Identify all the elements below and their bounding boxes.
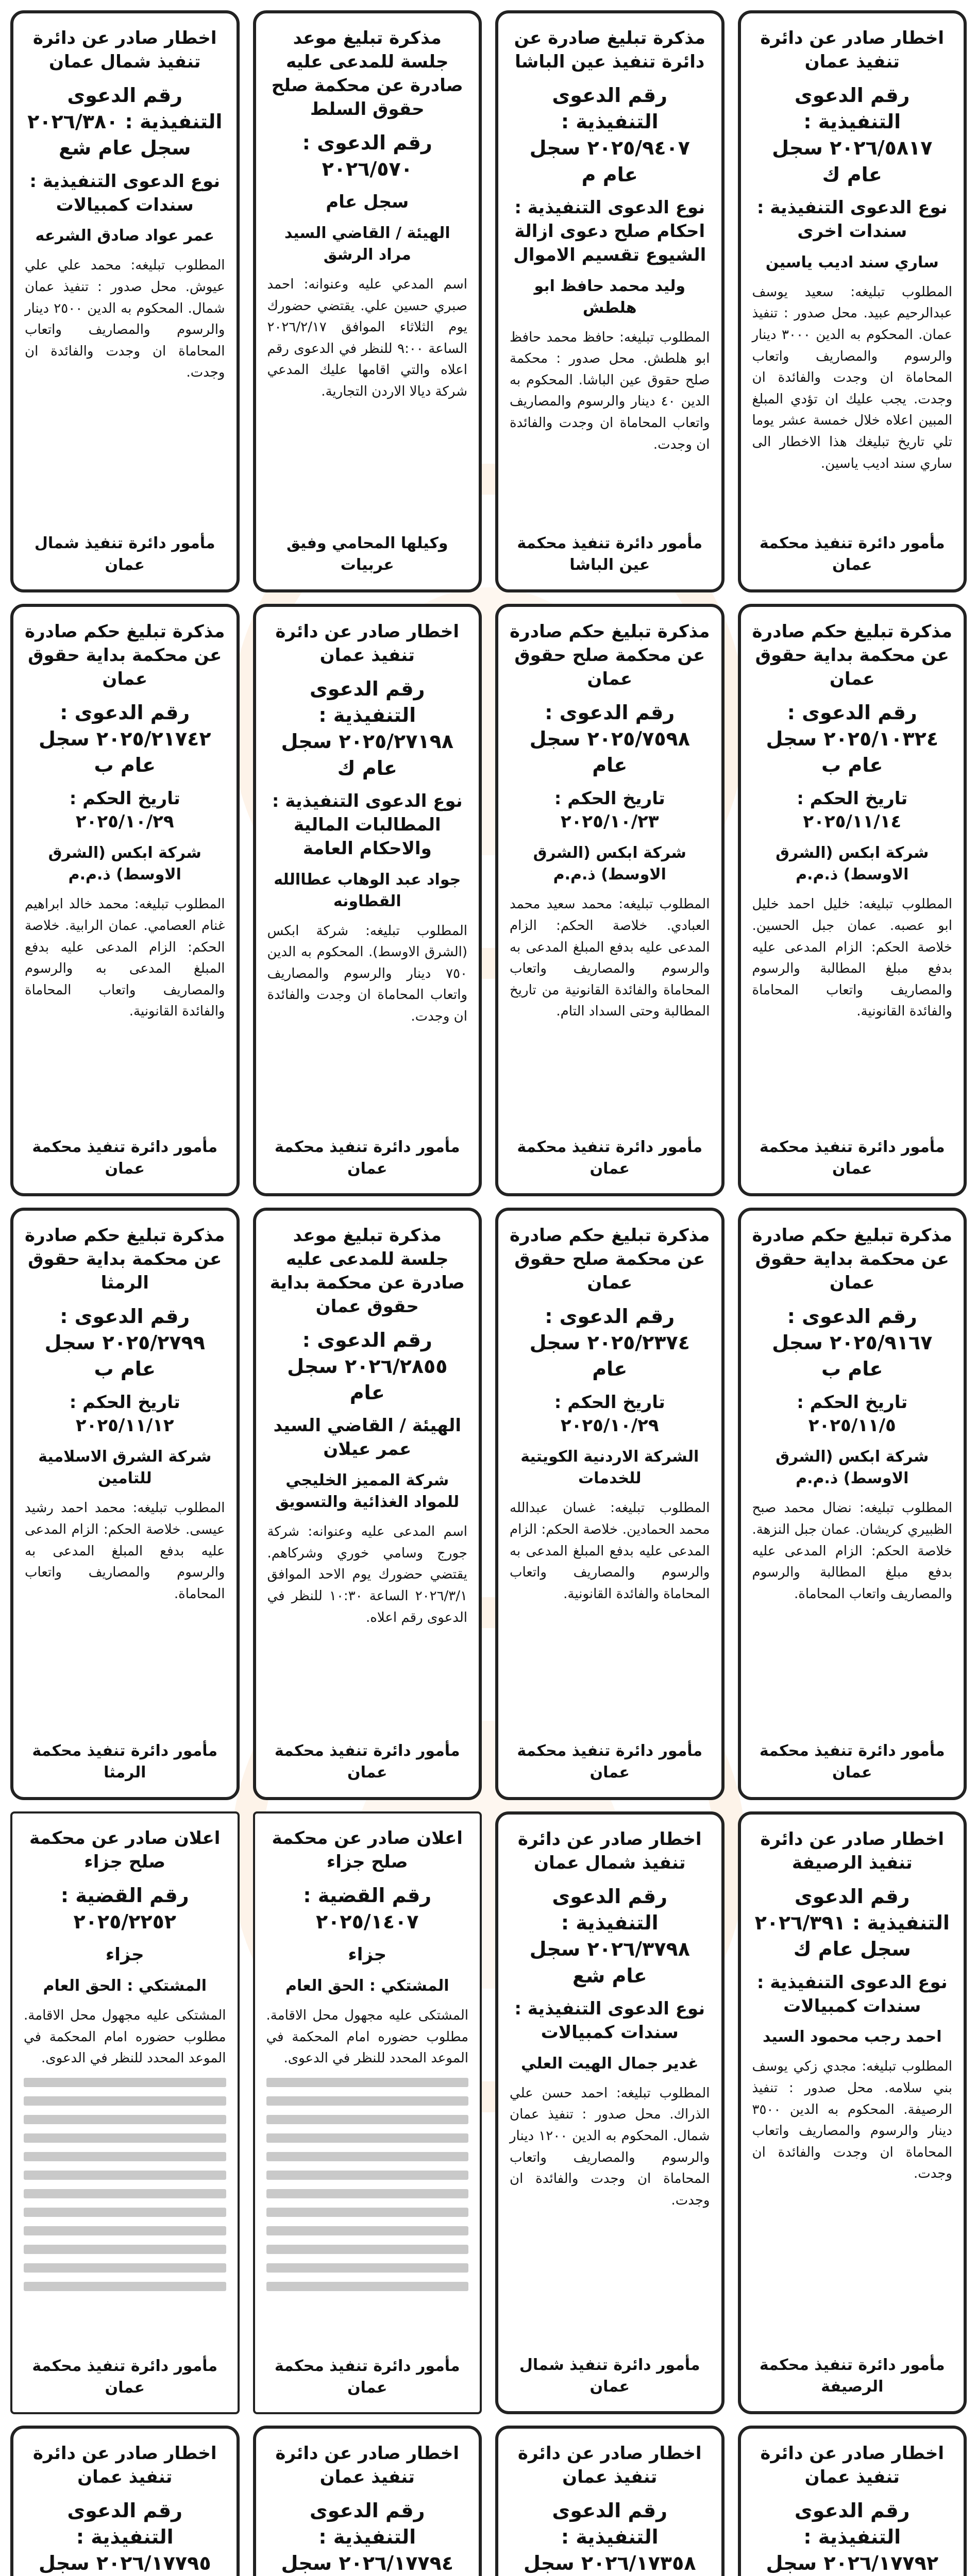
notice-body: المطلوب تبليغه: مجدي زكي يوسف بني سلامه. محل صدور : تنفيذ الرصيفة. المحكوم به الدين ٣٥٠٠ دينار والرسوم والمصاريف واتعاب المحاماة ان وجدت والفائدة ان وجدت.	[752, 2059, 952, 2182]
notice-card	[253, 1208, 482, 1800]
case-number: رقم الدعوى التنفيذية : ٢٠٢٦/٣٧٩٨ سجل عام شع	[529, 1885, 690, 1987]
case-type: نوع الدعوى التنفيذية : سندات كمبيالات	[514, 1998, 705, 2043]
notice-body: المطلوب تبليغه: محمد احمد رشيد عيسى. خلاصة الحكم: الزام المدعى عليه بدفع المبلغ المدعى به والرسوم والمصاريف واتعاب المحاماة.	[25, 1500, 225, 1602]
notice-footer: مأمور دائرة تنفيذ محكمة عمان	[32, 1138, 218, 1178]
notice-card	[253, 2426, 482, 2576]
notice-card	[495, 1811, 725, 2414]
notice-footer: مأمور دائرة تنفيذ محكمة عمان	[759, 534, 945, 574]
notice-footer: مأمور دائرة تنفيذ محكمة الرمثا	[32, 1742, 218, 1782]
notice-footer: مأمور دائرة تنفيذ محكمة عمان	[274, 1138, 460, 1178]
notice-body: المطلوب تبليغه: محمد علي علي عيوش. محل صدور : تنفيذ عمان شمال. المحكوم به الدين ٢٥٠٠ دينار والرسوم والمصاريف واتعاب المحاماة ان وجدت والفائدة ان وجدت.	[25, 258, 225, 381]
notice-footer: مأمور دائرة تنفيذ محكمة عمان	[759, 1138, 945, 1178]
judgment-date: تاريخ الحكم : ٢٠٢٥/١١/٥	[797, 1392, 908, 1436]
judgment-date: تاريخ الحكم : ٢٠٢٥/١٠/٢٩	[69, 788, 180, 833]
party-name: شركة ابكس (الشرق الاوسط) ذ.م.م	[48, 844, 201, 884]
case-number: رقم الدعوى التنفيذية : ٢٠٢٥/٩٤٠٧ سجل عام م	[529, 83, 690, 186]
notice-body: المطلوب تبليغه: غسان عبدالله محمد الحمادين. خلاصة الحكم: الزام المدعى عليه بدفع المبلغ المدعى به والرسوم والمصاريف واتعاب المحاماة والفائدة القانونية.	[510, 1500, 710, 1602]
party-name: الشركة الاردنية الكويتية للخدمات	[520, 1448, 699, 1488]
party-name: شركة ابكس (الشرق الاوسط) ذ.م.م	[533, 844, 686, 884]
notice-body: المطلوب تبليغه: حافظ محمد حافظ ابو هلطش. محل صدور : محكمة صلح حقوق عين الباشا. المحكوم به الدين ٤٠ دينار والرسوم والمصاريف واتعاب المحاماة ان وجدت والفائدة ان وجدت.	[510, 329, 710, 452]
notice-body: اسم المدعي عليه وعنوانه: احمد صبري حسين علي. يقتضي حضورك يوم الثلاثاء الموافق ٢٠٢٦/٢/١٧ الساعة ٩:٠٠ للنظر في الدعوى رقم اعلاه والتي اقامها عليك المدعي شركة ديالا الاردن التجارية.	[267, 277, 467, 400]
notice-card	[738, 2426, 967, 2576]
judgment-date: تاريخ الحكم : ٢٠٢٥/١١/١٤	[797, 788, 908, 833]
notice-header: مذكرة تبليغ صادرة عن دائرة تنفيذ عين الباشا	[514, 28, 705, 72]
case-type: نوع الدعوى التنفيذية : سندات اخرى	[756, 197, 948, 242]
notice-footer: مأمور دائرة تنفيذ شمال عمان	[519, 2356, 700, 2396]
notice-body: المطلوب تبليغه: احمد حسن علي الذراك. محل صدور : تنفيذ عمان شمال. المحكوم به الدين ١٢٠٠ دينار والرسوم والمصاريف واتعاب المحاماة ان وجدت والفائدة ان وجدت.	[510, 2085, 710, 2208]
notice-header: مذكرة تبليغ حكم صادرة عن محكمة بداية حقوق عمان	[752, 621, 952, 689]
notice-body: المطلوب تبليغه: محمد خالد ابراهيم غنام العصامي. عمان الرابية. خلاصة الحكم: الزام المدعى عليه بدفع المبلغ المدعى به والرسوم والمصاريف واتعاب المحاماة والفائدة القانونية.	[25, 896, 225, 1020]
party-name: احمد رجب محمود السيد	[763, 2028, 942, 2046]
notice-body: اسم المدعى عليه وعنوانه: شركة جورج وسامي خوري وشركاهم. يقتضي حضورك يوم الاحد الموافق ٢٠٢٦/٣/١ الساعة ١٠:٣٠ للنظر في الدعوى رقم اعلاه.	[267, 1524, 467, 1625]
party-name: المشتكي : الحق العام	[43, 1977, 207, 1995]
notice-header: مذكرة تبليغ موعد جلسة للمدعى عليه صادرة عن محكمة صلح حقوق السلط	[271, 28, 463, 120]
party-name: شركة ابكس (الشرق الاوسط) ذ.م.م	[776, 844, 929, 884]
case-number: رقم الدعوى : ٢٠٢٥/٩١٦٧ سجل عام ب	[772, 1304, 933, 1381]
notice-body: المطلوب تبليغه: محمد سعيد محمد العبادي. خلاصة الحكم: الزام المدعى عليه بدفع المبلغ المدعى به والرسوم والمصاريف واتعاب المحاماة والفائدة القانونية من تاريخ المطالبة وحتى السداد التام.	[510, 896, 710, 1020]
judgment-date: تاريخ الحكم : ٢٠٢٥/١١/١٢	[69, 1392, 180, 1436]
party-name: وليد محمد حافظ ابو هلطش	[534, 277, 685, 317]
case-number: رقم الدعوى : ٢٠٢٥/٧٥٩٨ سجل عام	[529, 701, 690, 777]
notice-header: اخطار صادر عن دائرة تنفيذ عمان	[275, 2443, 460, 2487]
notice-header: مذكرة تبليغ حكم صادرة عن محكمة بداية حقوق الرمثا	[25, 1225, 225, 1293]
notice-card	[738, 1811, 967, 2414]
notice-header: مذكرة تبليغ حكم صادرة عن محكمة صلح حقوق عمان	[510, 621, 710, 689]
case-type: نوع الدعوى التنفيذية : سندات كمبيالات	[29, 171, 221, 215]
notice-footer: مأمور دائرة تنفيذ محكمة عمان	[759, 1742, 945, 1782]
notice-header: مذكرة تبليغ موعد جلسة للمدعى عليه صادرة عن محكمة بداية حقوق عمان	[269, 1225, 465, 1317]
party-name: المشتكي : الحق العام	[285, 1977, 449, 1995]
case-number: رقم الدعوى : ٢٠٢٥/٢٧٩٩ سجل عام ب	[44, 1304, 205, 1381]
notices-grid	[10, 10, 967, 2576]
notice-header: اخطار صادر عن دائرة تنفيذ عمان	[275, 621, 460, 666]
notice-body: المطلوب تبليغه: شركة ابكس (الشرق الاوسط). المحكوم به الدين ٧٥٠ دينار والرسوم والمصاريف واتعاب المحاماة ان وجدت والفائدة ان وجدت.	[267, 923, 467, 1025]
notice-body: المطلوب تبليغه: نضال محمد صبح الظبيري كريشان. عمان جبل النزهة. خلاصة الحكم: الزام المدعى عليه بدفع مبلغ المطالبة والرسوم والمصاريف واتعاب المحاماة.	[752, 1500, 952, 1602]
notice-header: مذكرة تبليغ حكم صادرة عن محكمة بداية حقوق عمان	[25, 621, 225, 689]
notice-body: المشتكى عليه مجهول محل الاقامة. مطلوب حضوره امام المحكمة في الموعد المحدد للنظر في الدعوى.	[266, 2008, 468, 2066]
notice-header: اخطار صادر عن دائرة تنفيذ عمان	[32, 2443, 217, 2487]
notice-header: مذكرة تبليغ حكم صادرة عن محكمة بداية حقوق عمان	[752, 1225, 952, 1293]
party-name: الهيئة / القاضي السيد مراد الرشق	[284, 224, 450, 264]
notice-card	[253, 604, 482, 1196]
case-type: نوع الدعوى التنفيذية : سندات كمبيالات	[756, 1972, 948, 2016]
party-name: شركة المميز الخليجي للمواد الغذائية والتسويق	[275, 1471, 460, 1512]
case-number: رقم الدعوى التنفيذية : ٢٠٢٦/٣٩١ سجل عام ك	[754, 1885, 950, 1961]
notice-footer: مأمور دائرة تنفيذ شمال عمان	[34, 534, 215, 574]
case-type: جزاء	[105, 1944, 144, 1965]
notice-card	[10, 10, 240, 592]
party-name: شركة الشرق الاسلامية للتامين	[38, 1448, 212, 1488]
notice-header: اخطار صادر عن دائرة تنفيذ شمال عمان	[32, 28, 217, 72]
notice-body: المطلوب تبليغه: خليل احمد خليل ابو عصبه. عمان جبل الحسين. خلاصة الحكم: الزام المدعى عليه بدفع مبلغ المطالبة والرسوم والمصاريف واتعاب المحاماة والفائدة القانونية.	[752, 896, 952, 1020]
case-number: رقم الدعوى : ٢٠٢٥/٢١٧٤٢ سجل عام ب	[38, 701, 211, 777]
case-type: جزاء	[348, 1944, 387, 1965]
fine-print	[266, 2078, 469, 2291]
notice-card	[10, 604, 240, 1196]
case-number: رقم الدعوى التنفيذية : ٢٠٢٦/١٧٧٩٢ سجل	[766, 2499, 939, 2575]
notice-footer: مأمور دائرة تنفيذ محكمة الرصيفة	[759, 2356, 945, 2396]
notice-body: المطلوب تبليغه: سعيد يوسف عبدالرحيم عبيد. محل صدور : تنفيذ عمان. المحكوم به الدين ٣٠٠٠ دينار والرسوم والمصاريف واتعاب المحاماة ان وجدت والفائدة ان وجدت. يجب عليك ان تؤدي المبلغ المبين اعلاه خلال خمسة عشر يوما تلي تاريخ تبليغك هذا الاخطار الى ساري سند اديب ياسين.	[752, 284, 953, 471]
notice-footer: مأمور دائرة تنفيذ محكمة عمان	[517, 1742, 703, 1782]
notice-card	[495, 2426, 725, 2576]
judge-name: الهيئة / القاضي السيد عمر عيلان	[273, 1415, 462, 1460]
notice-header: اخطار صادر عن دائرة تنفيذ عمان	[760, 28, 945, 72]
notice-card	[738, 1208, 967, 1800]
case-type: نوع الدعوى التنفيذية : المطالبات المالية والاحكام العامة	[272, 790, 463, 859]
notice-footer: مأمور دائرة تنفيذ محكمة عين الباشا	[517, 534, 703, 574]
notice-body: المشتكى عليه مجهول محل الاقامة. مطلوب حضوره امام المحكمة في الموعد المحدد للنظر في الدعوى.	[24, 2008, 226, 2066]
case-number: رقم الدعوى التنفيذية : ٢٠٢٦/١٧٧٩٥ سجل	[38, 2499, 211, 2575]
party-name: شركة ابكس (الشرق الاوسط) ذ.م.م	[776, 1448, 929, 1488]
notice-header: اعلان صادر عن محكمة صلح جزاء	[29, 1828, 221, 1872]
notice-header: اخطار صادر عن دائرة تنفيذ عمان	[517, 2443, 702, 2487]
case-type: نوع الدعوى التنفيذية : احكام صلح دعوى ازالة الشيوع تقسيم الاموال	[513, 197, 706, 265]
notice-card	[10, 2426, 240, 2576]
notice-footer: مأمور دائرة تنفيذ محكمة عمان	[32, 2357, 218, 2397]
notice-header: اعلان صادر عن محكمة صلح جزاء	[272, 1828, 463, 1872]
notice-card	[10, 1811, 240, 2414]
notice-card	[495, 604, 725, 1196]
notice-footer: مأمور دائرة تنفيذ محكمة عمان	[517, 1138, 703, 1178]
case-type: سجل عام	[326, 192, 409, 213]
notice-footer: وكيلها المحامي وفيق عربيات	[286, 534, 448, 574]
case-number: رقم الدعوى : ٢٠٢٥/١٠٣٢٤ سجل عام ب	[766, 701, 939, 777]
notice-header: مذكرة تبليغ حكم صادرة عن محكمة صلح حقوق عمان	[510, 1225, 710, 1293]
party-name: غدير جمال الهيت العلي	[520, 2054, 699, 2073]
case-number: رقم الدعوى : ٢٠٢٥/٢٣٧٤ سجل عام	[529, 1304, 690, 1381]
judgment-date: تاريخ الحكم : ٢٠٢٥/١٠/٢٣	[554, 788, 665, 833]
notice-card	[738, 604, 967, 1196]
case-number: رقم القضية : ٢٠٢٥/٢٢٥٢	[60, 1884, 189, 1934]
case-number: رقم الدعوى : ٢٠٢٦/٥٧٠	[302, 131, 432, 180]
case-number: رقم الدعوى التنفيذية : ٢٠٢٦/٣٨٠ سجل عام شع	[27, 83, 223, 160]
notice-card	[10, 1208, 240, 1800]
party-name: ساري سند اديب ياسين	[765, 253, 939, 272]
notice-card	[495, 1208, 725, 1800]
case-number: رقم الدعوى التنفيذية : ٢٠٢٥/٢٧١٩٨ سجل عام ك	[281, 677, 454, 779]
notice-card	[253, 10, 482, 592]
notice-header: اخطار صادر عن دائرة تنفيذ شمال عمان	[517, 1829, 702, 1873]
case-number: رقم القضية : ٢٠٢٥/١٤٠٧	[303, 1884, 432, 1934]
party-name: جواد عبد الوهاب عطاالله القطاونه	[274, 870, 461, 910]
notice-card	[253, 1811, 482, 2414]
notice-header: اخطار صادر عن دائرة تنفيذ عمان	[760, 2443, 945, 2487]
judgment-date: تاريخ الحكم : ٢٠٢٥/١٠/٢٩	[554, 1392, 665, 1436]
case-number: رقم الدعوى التنفيذية : ٢٠٢٦/٥٨١٧ سجل عام ك	[772, 83, 933, 186]
notice-footer: مأمور دائرة تنفيذ محكمة عمان	[274, 2357, 460, 2397]
fine-print	[24, 2078, 226, 2291]
notice-card	[738, 10, 967, 592]
notice-card	[495, 10, 725, 592]
notice-footer: مأمور دائرة تنفيذ محكمة عمان	[274, 1742, 460, 1782]
case-number: رقم الدعوى : ٢٠٢٦/٢٨٥٥ سجل عام	[287, 1328, 448, 1404]
case-number: رقم الدعوى التنفيذية : ٢٠٢٦/١٧٧٩٤ سجل	[281, 2499, 454, 2575]
party-name: عمر عواد صادق الشرعه	[35, 227, 214, 245]
notice-header: اخطار صادر عن دائرة تنفيذ الرصيفة	[760, 1829, 945, 1873]
case-number: رقم الدعوى التنفيذية : ٢٠٢٦/١٧٣٥٨ سجل	[523, 2499, 696, 2575]
